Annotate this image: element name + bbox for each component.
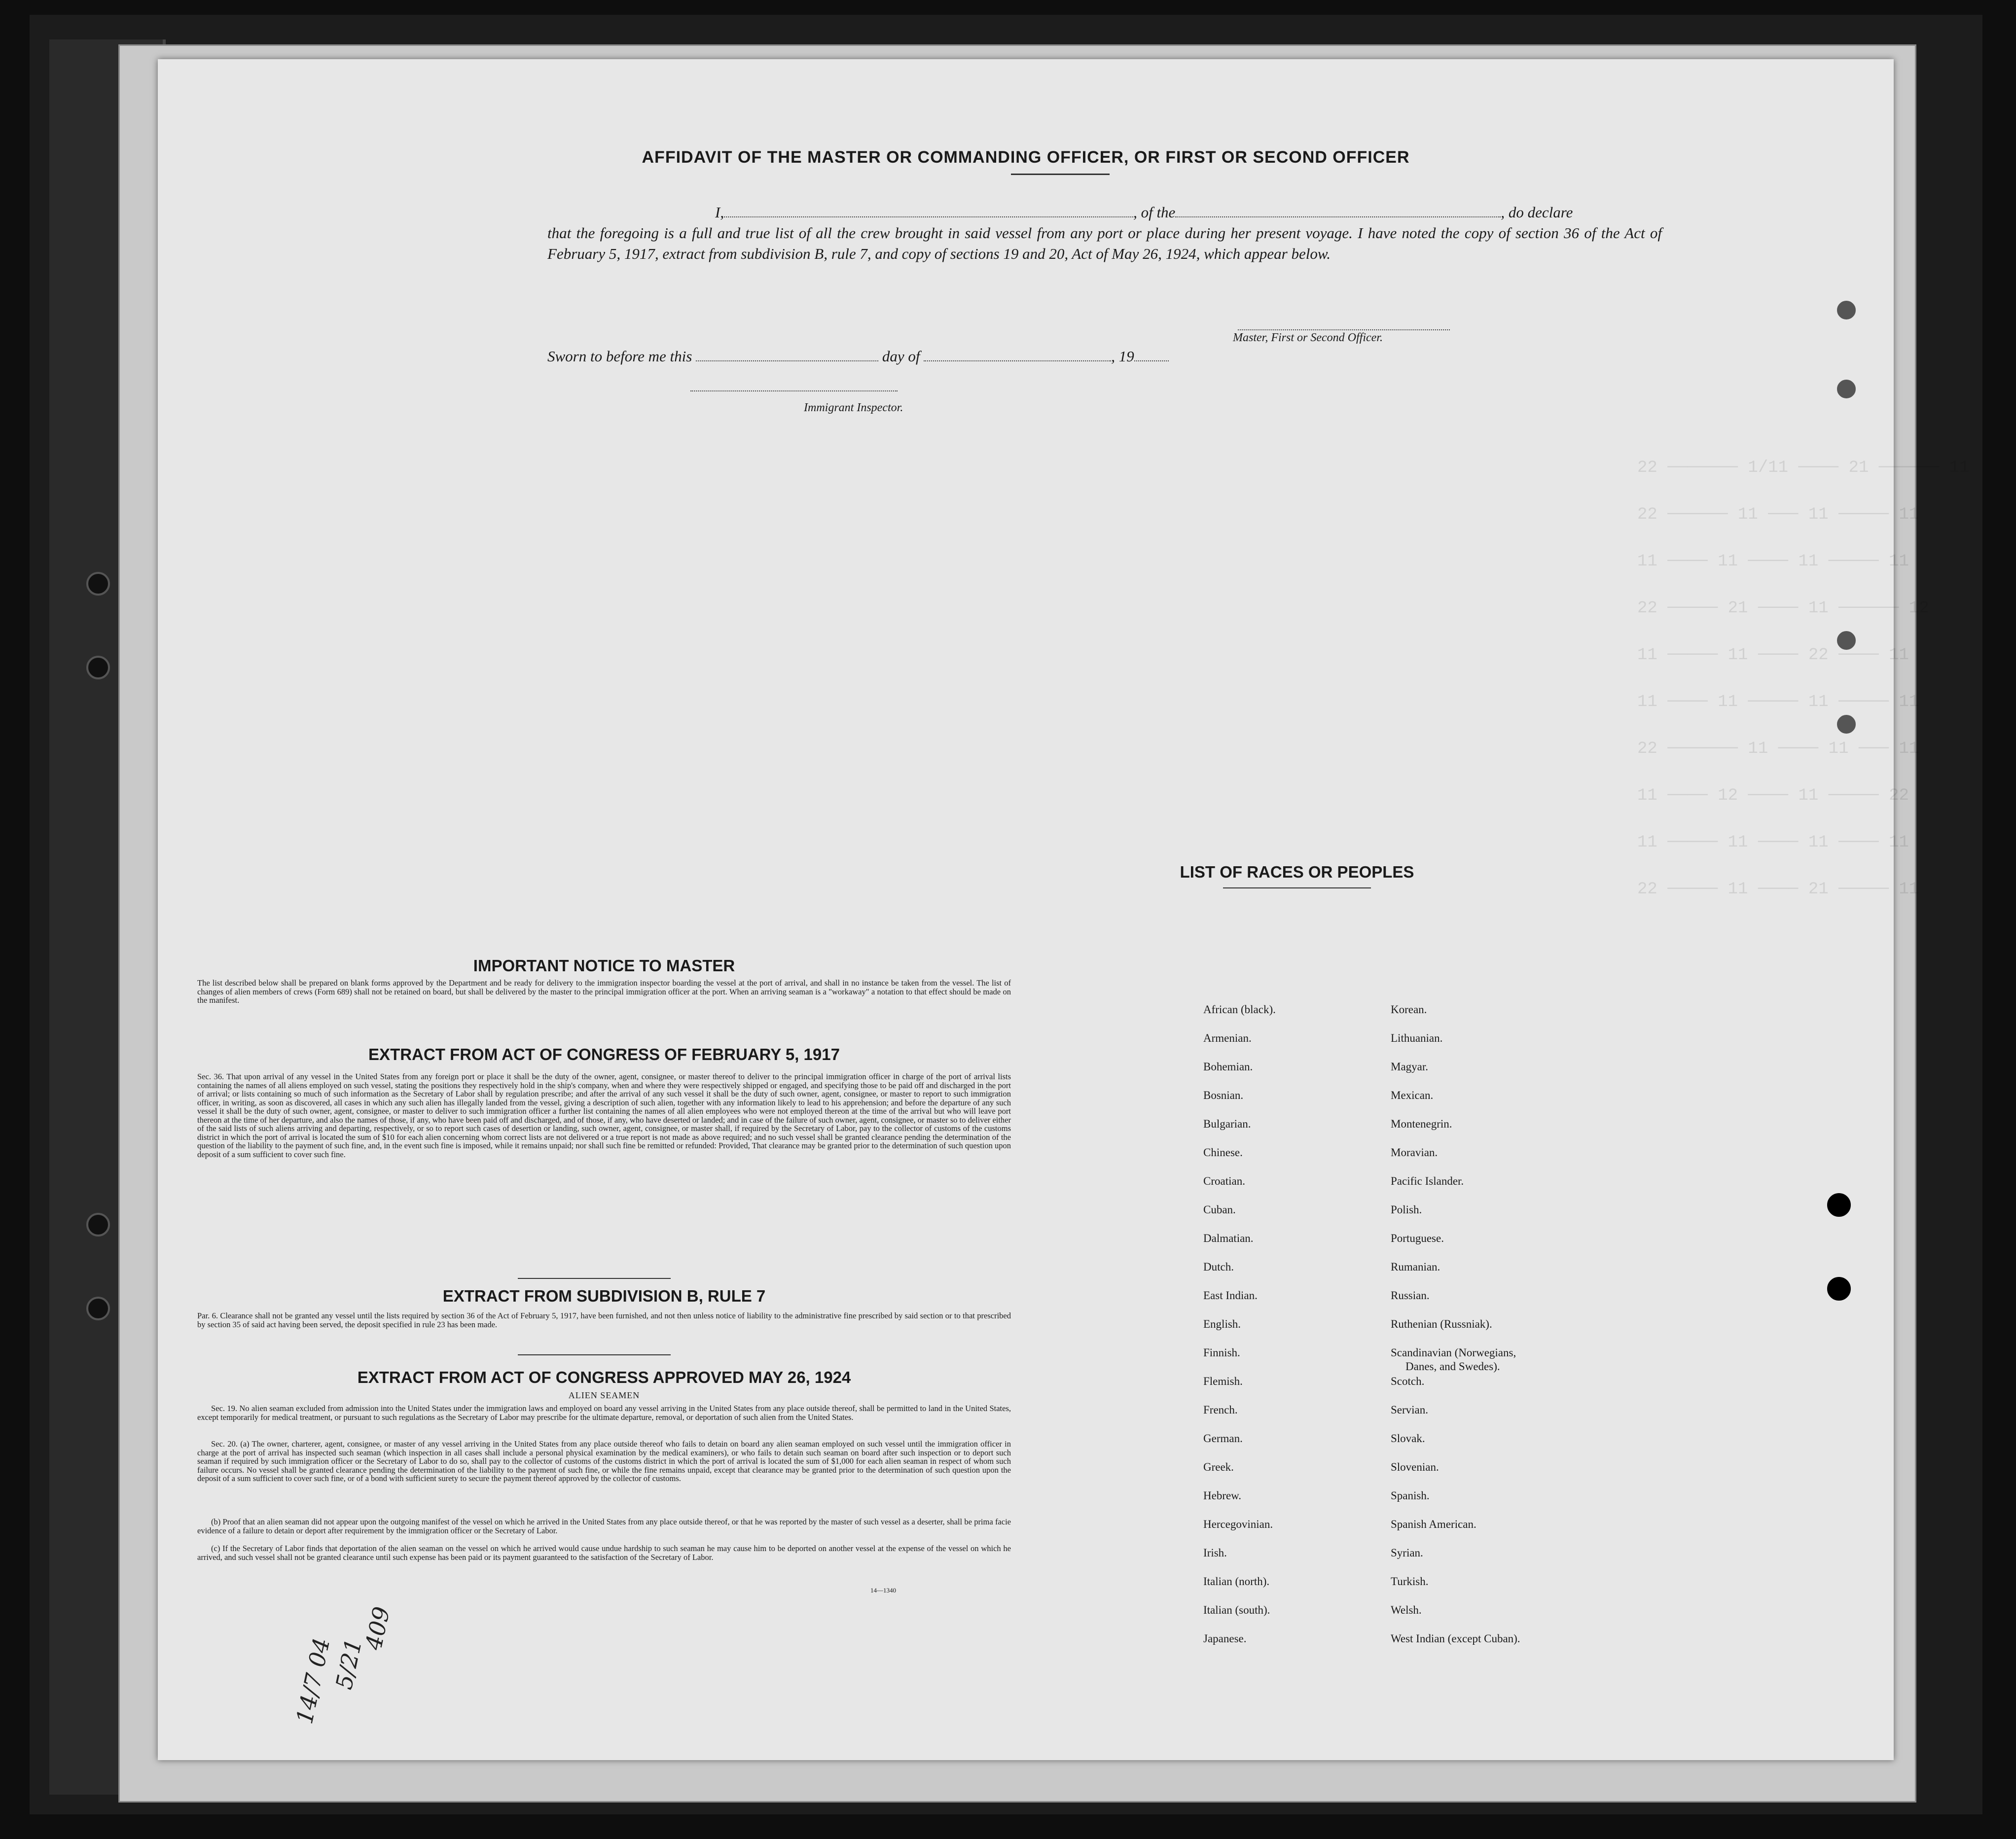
race-item: Korean. xyxy=(1391,1003,1427,1016)
affidavit-declare: , do declare xyxy=(1501,204,1573,221)
race-item: Rumanian. xyxy=(1391,1261,1440,1273)
race-item: Croatian. xyxy=(1203,1175,1245,1187)
race-item: Spanish American. xyxy=(1391,1518,1476,1530)
race-item: Magyar. xyxy=(1391,1061,1429,1073)
punch-hole-icon xyxy=(1837,631,1856,650)
race-item: Welsh. xyxy=(1391,1604,1422,1616)
race-item: Scandinavian (Norwegians, xyxy=(1391,1346,1516,1359)
race-item: Japanese. xyxy=(1203,1632,1247,1645)
sworn-day-blank[interactable] xyxy=(696,348,878,361)
race-item: Greek. xyxy=(1203,1461,1234,1473)
race-item: Lithuanian. xyxy=(1391,1032,1443,1044)
race-item: Servian. xyxy=(1391,1404,1429,1416)
extract2-text: Par. 6. Clearance shall not be granted any vessel until the lists required by section 36 of the Act of February 5, 1917, have been furnished, and not then unless notice of liability to the administrative fine prescribed by said section or to that prescribed by section 35 of said act having been served, the deposit specified in rule 23 has been made. xyxy=(197,1311,1011,1329)
race-item: Danes, and Swedes). xyxy=(1405,1360,1500,1373)
race-item: Mexican. xyxy=(1391,1089,1434,1101)
vessel-blank[interactable] xyxy=(1175,204,1501,217)
binder-hole-icon xyxy=(86,656,110,679)
race-item: West Indian (except Cuban). xyxy=(1391,1632,1520,1645)
race-item: French. xyxy=(1203,1404,1238,1416)
handwritten-note: 5/21 xyxy=(330,1636,367,1692)
binder-hole-icon xyxy=(86,1213,110,1237)
extract3-subtitle: ALIEN SEAMEN xyxy=(568,1390,640,1400)
race-item: Bulgarian. xyxy=(1203,1118,1251,1130)
punch-hole-icon xyxy=(1827,1193,1851,1217)
extract1-title: EXTRACT FROM ACT OF CONGRESS OF FEBRUARY 5, 1917 xyxy=(368,1045,840,1063)
sworn-year-blank[interactable] xyxy=(1134,348,1169,361)
affidavit-of-the: , of the xyxy=(1133,204,1176,221)
race-item: Spanish. xyxy=(1391,1489,1430,1502)
punch-hole-icon xyxy=(1837,715,1856,734)
affidavit-body: that the foregoing is a full and true list of all the crew brought in said vessel from any port or place during her present voyage. I have noted the copy of section 36 of the Act of February 5, 1917, extract from subdivision B, rule 7, and copy of sections 19 and 20, Act of May 26, 1924, which appear below. xyxy=(547,224,1662,262)
race-item: Finnish. xyxy=(1203,1346,1240,1359)
race-item: Moravian. xyxy=(1391,1146,1438,1159)
race-item: Scotch. xyxy=(1391,1375,1425,1387)
extract1-text: Sec. 36. That upon arrival of any vessel in the United States from any foreign port or place it shall be the duty of the owner, agent, consignee, or master thereof to deliver to the principal immigration officer in charge of the port of arrival lists containing the names of all aliens employed on such vessel, stating the positions they respectively hold in the ship's company, when and where they were respectively shipped or engaged, and specifying those to be paid off and discharged in the port of arrival; or lists containing so much of such information as the Secretary of Labor shall by regulation prescribe; and after the arrival of any such vessel it shall be the duty of such owner, agent, consignee, or master to report to such immigration officer, in writing, as soon as discovered, all cases in which any such alien has illegally landed from the vessel, giving a description of such alien, together with any information likely to lead to his apprehension; and before the departure of any such vessel it shall be the duty of such owner, agent, consignee, or master to deliver to such immigration officer a further list containing the names of all alien employees who were not employed thereon at the time of the arrival but who will leave port thereon at the time of her departure, and also the names of those, if any, who have been paid off and discharged, and of those, if any, who have deserted or landed; and in case of the failure of such owner, agent, consignee, or master so to deliver either of the said lists of such aliens arriving and departing, respectively, or so to report such cases of desertion or landing, such owner, agent, consignee, or master shall, if required by the Secretary of Labor, pay to the collector of customs of the customs district in which the port of arrival is located the sum of $10 for each alien concerning whom correct lists are not delivered or a true report is not made as above required; and no such vessel shall be granted clearance pending the determination of the question of the liability to the payment of such fine, and, in the event such fine is imposed, while it remains unpaid; nor shall such fine be remitted or refunded: Provided, That clearance may be granted prior to the determination of such question upon deposit of a sum sufficient to cover such fine. xyxy=(197,1072,1011,1159)
sworn-day-label: day of xyxy=(882,348,920,365)
race-item: Turkish. xyxy=(1391,1575,1429,1588)
race-item: Chinese. xyxy=(1203,1146,1243,1159)
affidavit-i: I, xyxy=(715,204,724,221)
race-item: Dalmatian. xyxy=(1203,1232,1254,1244)
extract2-title: EXTRACT FROM SUBDIVISION B, RULE 7 xyxy=(442,1287,766,1305)
binder-hole-icon xyxy=(86,1297,110,1320)
race-item: Hebrew. xyxy=(1203,1489,1242,1502)
race-item: Syrian. xyxy=(1391,1547,1423,1559)
inspector-signature-line[interactable] xyxy=(690,390,898,391)
affidavit-line-1 xyxy=(547,202,1662,223)
race-item: Italian (north). xyxy=(1203,1575,1270,1588)
punch-hole-icon xyxy=(1837,380,1856,398)
sworn-prefix: Sworn to before me this xyxy=(547,348,692,365)
bleed-through: 22 ─────── 1/11 ──── 21 ────── 11 22 ────── 11 ─── 11 ───── 11 11 ──── 11 ──── 11 ───── 11 22 ───── 21 ──── 11 ────── 12 11 ───── 11 ──── 22 ──── 11 11 ──── 11 ───── 11 ───── 11 22 ─────── 11 ──── 11 ─── 11 11 ──── 12 ──── 11 ───── 22 11 ───── 11 ──── 11 ──── 11 22 ───── 11 ──── 21 ───── 11 xyxy=(1637,459,1970,899)
form-number: 14—1340 xyxy=(870,1587,896,1594)
race-item: Dutch. xyxy=(1203,1261,1234,1273)
race-item: English. xyxy=(1203,1318,1241,1330)
handwritten-note: 14/7 04 xyxy=(291,1635,335,1727)
race-item: Slovak. xyxy=(1391,1432,1425,1445)
race-item: German. xyxy=(1203,1432,1243,1445)
race-item: Russian. xyxy=(1391,1289,1430,1302)
punch-hole-icon xyxy=(1827,1277,1851,1301)
signature-line[interactable] xyxy=(1238,329,1450,330)
race-item: Hercegovinian. xyxy=(1203,1518,1273,1530)
extract3-sec19: Sec. 19. No alien seaman excluded from admission into the United States under the immigration laws and employed on board any vessel arriving in the United States from any place outside thereof, shall be permitted to land in the United States, except temporarily for medical treatment, or pursuant to such regulations as the Secretary of Labor may prescribe for the ultimate departure, removal, or deportation of such alien from the United States. xyxy=(197,1404,1011,1422)
sworn-month-blank[interactable] xyxy=(924,348,1111,361)
race-item: Slovenian. xyxy=(1391,1461,1439,1473)
name-blank[interactable] xyxy=(724,204,1133,217)
extract3-sec20c: (c) If the Secretary of Labor finds that deportation of the alien seaman on the vessel on which he arrived would cause undue hardship to such seaman he may cause him to be deported on another vessel at the expense of the vessel on which he arrived, and such vessel shall not be granted clearance until such expense has been paid or its payment guaranteed to the satisfaction of the Secretary of Labor. xyxy=(197,1544,1011,1562)
extract3-title: EXTRACT FROM ACT OF CONGRESS APPROVED MAY 26, 1924 xyxy=(357,1368,851,1386)
punch-hole-icon xyxy=(1837,301,1856,319)
race-item: Italian (south). xyxy=(1203,1604,1270,1616)
affidavit-text xyxy=(547,202,1662,264)
race-item: Bosnian. xyxy=(1203,1089,1244,1101)
race-item: Polish. xyxy=(1391,1203,1422,1216)
manifest-page xyxy=(158,59,1970,1760)
race-item: Ruthenian (Russniak). xyxy=(1391,1318,1492,1330)
extract3-sec20a: Sec. 20. (a) The owner, charterer, agent, consignee, or master of any vessel arriving in the United States from any place outside thereof who fails to detain on board any alien seaman employed on such vessel until the immigration officer in charge at the port of arrival has inspected such seaman (which inspection in all cases shall include a personal physical examination by the medical examiners), or who fails to detain such seaman on board after such inspection or to deport such seaman if required by such immigration officer or the Secretary of Labor to do so, shall pay to the collector of customs of the customs district in which the port of arrival is located the sum of $1,000 for each alien seaman in respect of whom such failure occurs. No vessel shall be granted clearance pending the determination of the liability to the payment of such fine, or while the fine remains unpaid, except that clearance may be granted prior to the determination of such question upon the deposit of a sum sufficient to cover such fine, or of a bond with sufficient surety to secure the payment thereof approved by the collector of customs. xyxy=(197,1439,1011,1483)
affidavit-title: AFFIDAVIT OF THE MASTER OR COMMANDING OFFICER, OR FIRST OR SECOND OFFICER xyxy=(642,148,1410,167)
race-item: Cuban. xyxy=(1203,1203,1236,1216)
inspector-label: Immigrant Inspector. xyxy=(804,401,903,414)
section-divider xyxy=(518,1278,671,1279)
notice-title: IMPORTANT NOTICE TO MASTER xyxy=(473,956,735,975)
sworn-line xyxy=(547,348,1169,365)
race-item: Flemish. xyxy=(1203,1375,1243,1387)
race-item: East Indian. xyxy=(1203,1289,1258,1302)
notice-text: The list described below shall be prepared on blank forms approved by the Department and be ready for delivery to the immigration inspector boarding the vessel at the port of arrival, and shall in no instance be taken from the vessel. The list of changes of alien members of crews (Form 689) shall not be retained on board, but shall be delivered by the master to the principal immigration officer at the port. When an arriving seaman is a "workaway" a notation to that effect should be made on the manifest. xyxy=(197,978,1011,1005)
race-item: Portuguese. xyxy=(1391,1232,1444,1244)
race-item: Pacific Islander. xyxy=(1391,1175,1464,1187)
race-item: Bohemian. xyxy=(1203,1061,1253,1073)
binder-hole-icon xyxy=(86,572,110,596)
races-divider xyxy=(1223,887,1371,888)
races-title: LIST OF RACES OR PEOPLES xyxy=(1180,863,1414,881)
race-item: Armenian. xyxy=(1203,1032,1252,1044)
race-item: African (black). xyxy=(1203,1003,1276,1016)
race-item: Montenegrin. xyxy=(1391,1118,1452,1130)
title-divider xyxy=(1011,174,1110,175)
race-item: Irish. xyxy=(1203,1547,1227,1559)
extract3-sec20b: (b) Proof that an alien seaman did not appear upon the outgoing manifest of the vessel on which he arrived in the United States from any place outside thereof, or that he was reported by the master of such vessel as a deserter, shall be prima facie evidence of a failure to detain or deport after requirement by the immigration officer or the Secretary of Labor. xyxy=(197,1517,1011,1535)
handwritten-note: 409 xyxy=(360,1604,396,1653)
signature-label: Master, First or Second Officer. xyxy=(1233,331,1383,344)
section-divider xyxy=(518,1354,671,1355)
sworn-year-label: , 19 xyxy=(1111,348,1134,365)
